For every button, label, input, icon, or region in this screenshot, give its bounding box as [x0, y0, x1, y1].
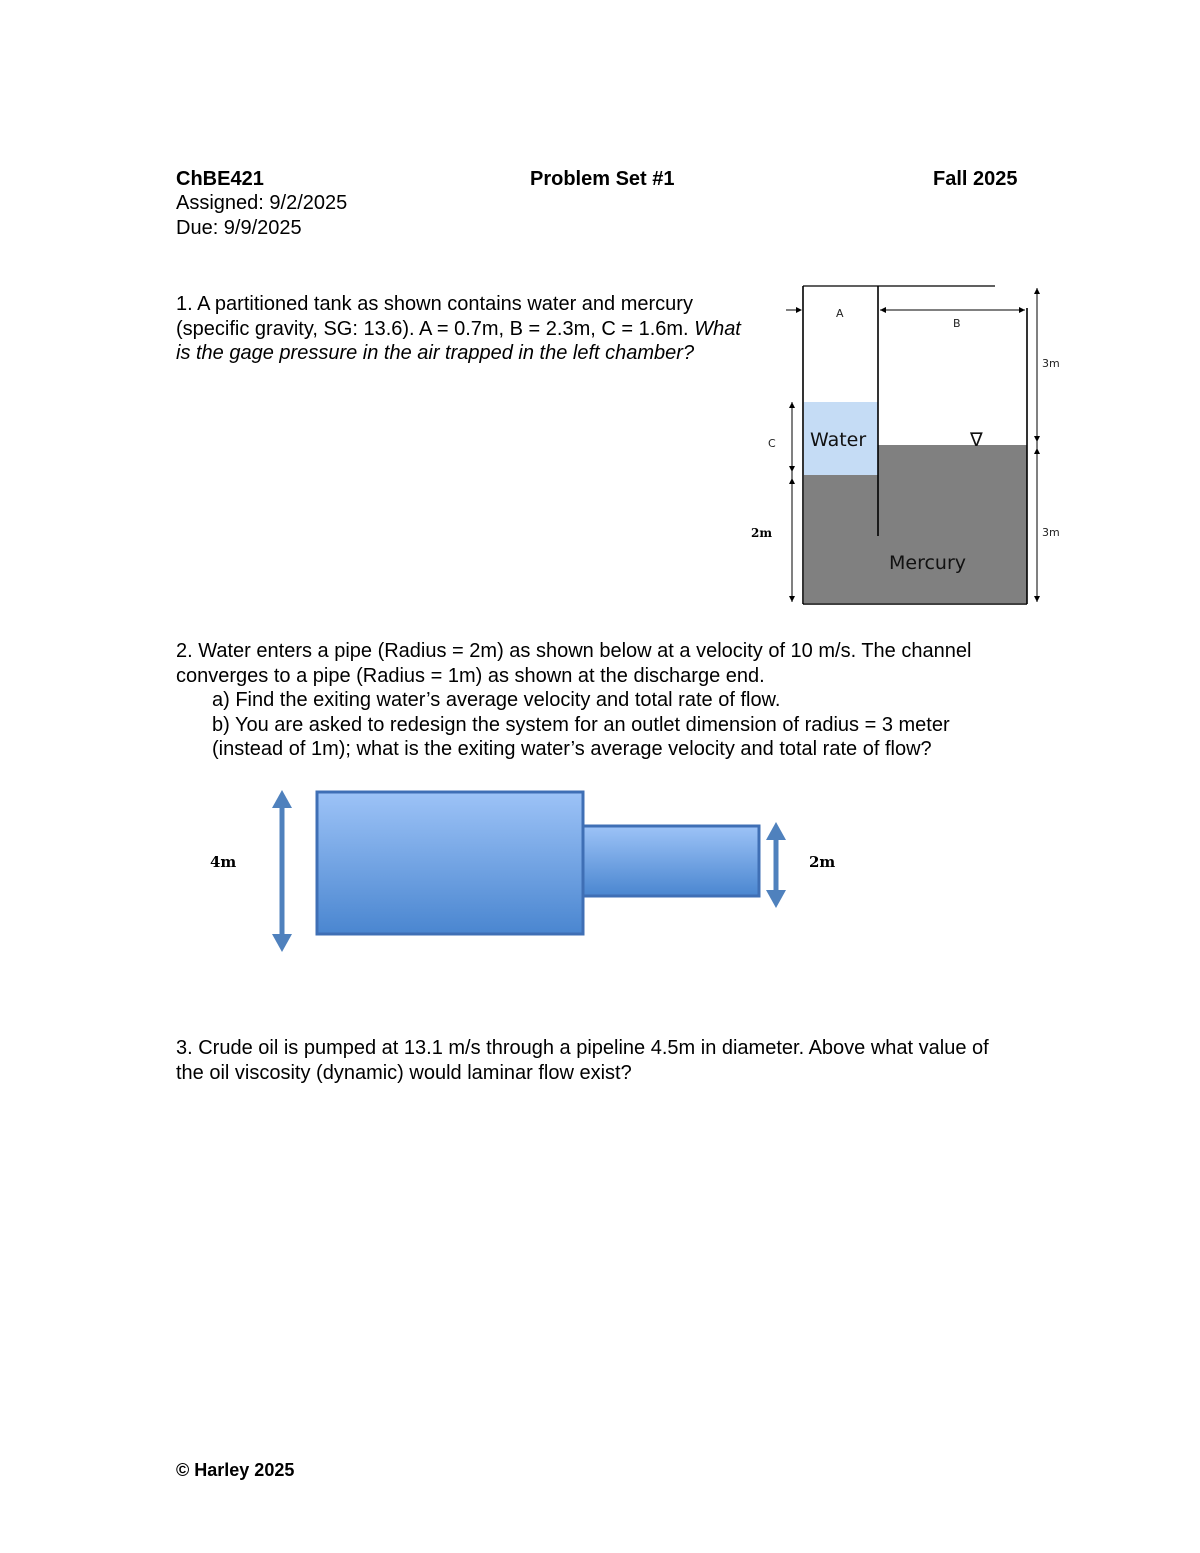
inlet-pipe	[317, 792, 583, 934]
water-label: Water	[810, 429, 867, 451]
outlet-pipe	[583, 826, 759, 896]
label-a: A	[836, 307, 844, 320]
problem1-question: What is the gage pressure in the air trapped in the left chamber?	[176, 317, 741, 364]
assigned-date: Assigned: 9/2/2025	[176, 192, 348, 214]
problem3-text: 3. Crude oil is pumped at 13.1 m/s through a pipeline 4.5m in diameter. Above what value of the oil viscosity (dynamic) would laminar flow exist?	[176, 1037, 989, 1084]
outlet-dimension-label: 2m	[809, 853, 836, 871]
pipe-diagram	[200, 780, 860, 970]
free-surface-symbol: ∇	[970, 429, 983, 451]
problem1-text: 1. A partitioned tank as shown contains water and mercury (specific gravity, SG: 13.6). A = 0.7m, B = 2.3m, C = 1.6m.	[176, 293, 693, 340]
copyright-footer: © Harley 2025	[176, 1460, 295, 1480]
inlet-dimension-label: 4m	[210, 853, 237, 871]
label-c: C	[768, 437, 776, 450]
problem2-part-b: b) You are asked to redesign the system for an outlet dimension of radius = 3 meter (instead of 1m); what is the exiting water’s average velocity and total rate of flow?	[212, 713, 950, 760]
problem2-part-a: a) Find the exiting water’s average velocity and total rate of flow.	[212, 689, 781, 711]
due-date: Due: 9/9/2025	[176, 217, 302, 239]
label-2m: 2m	[751, 526, 773, 540]
mercury-region	[804, 475, 878, 603]
label-3m-top: 3m	[1042, 357, 1060, 370]
problem2-block	[176, 639, 1016, 762]
mercury-region-right	[878, 445, 1027, 603]
page-title: Problem Set #1	[530, 168, 675, 190]
problem1-block	[176, 292, 746, 366]
term-label: Fall 2025	[933, 168, 1018, 190]
problem2-text: 2. Water enters a pipe (Radius = 2m) as shown below at a velocity of 10 m/s. The channel converges to a pipe (Radius = 1m) as shown at the discharge end.	[176, 640, 972, 687]
course-code: ChBE421	[176, 168, 264, 190]
label-3m-bottom: 3m	[1042, 526, 1060, 539]
label-b: B	[953, 317, 961, 330]
mercury-label: Mercury	[889, 552, 967, 574]
tank-diagram	[740, 280, 1080, 615]
